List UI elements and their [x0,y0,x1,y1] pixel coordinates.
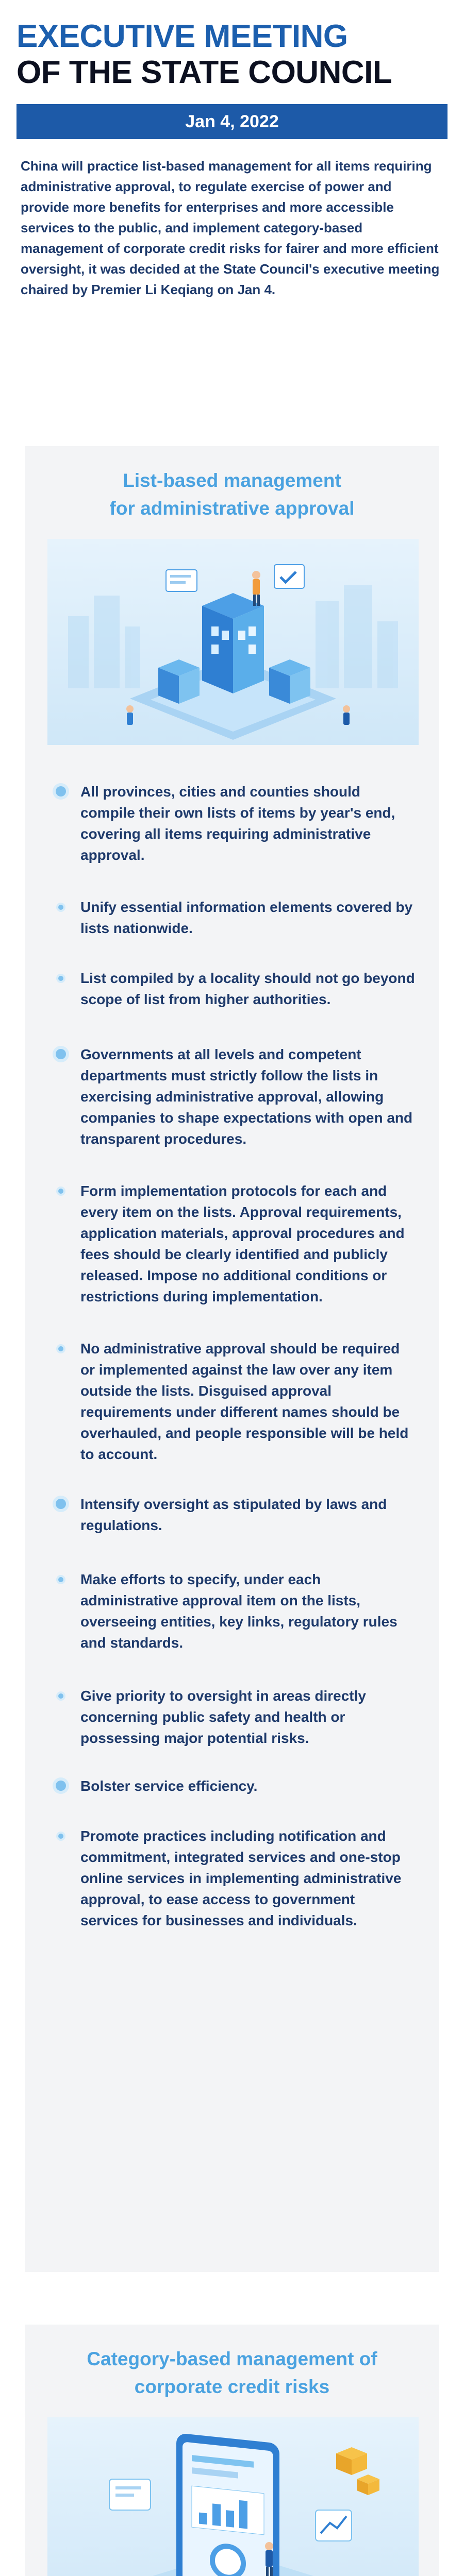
list-item [47,1775,417,1797]
bullet-dot-icon [58,1189,63,1194]
list-item-text: No administrative approval should be required or implemented against the law over any item outside the lists. Disguised approval requirements under different names should be overhauled, and people responsible will be held to account. [80,1341,409,1462]
list-item-text: Promote practices including notification and commitment, integrated services and one-stop online services in implementing administrative approval, to ease access to government services for businesses and individuals. [80,1828,402,1928]
intro-paragraph: China will practice list-based management for all items requiring administrative approval, to regulate exercise of power and provide more benefits for enterprises and more accessible services to the public, and implement category-based management of corporate credit risks for fairer and more efficient oversight, it was decided at the State Council's executive meeting chaired by Premier Li Keqiang on Jan 4. [21,158,440,297]
list-item-text: Unify essential information elements covered by lists nationwide. [80,899,413,936]
phone-analytics-illustration-graphic [47,2417,419,2576]
list-item-text: Give priority to oversight in areas directly concerning public safety and health or possessing major potential risks. [80,1688,366,1746]
list-item [47,1569,417,1653]
section-title [47,2345,417,2401]
bullet-dot-icon [56,1499,66,1509]
bullet-dot-icon [58,905,63,910]
list-item-text: All provinces, cities and counties should compile their own lists of items by year's end, covering all items requiring administrative approval. [80,784,395,863]
approval-measures-list [47,781,417,1931]
list-item-text: Make efforts to specify, under each administrative approval item on the lists, overseeing entities, key links, regulatory rules and standards. [80,1571,397,1651]
list-item [47,968,417,1010]
bullet-dot-icon [58,1346,63,1351]
section-title-line-2: for administrative approval [109,498,355,519]
section-credit-risk-management [25,2325,439,2576]
list-item-text: Intensify oversight as stipulated by laws and regulations. [80,1496,387,1533]
date-banner: Jan 4, 2022 [16,104,448,139]
bullet-dot-icon [56,786,66,796]
list-item [47,781,417,866]
list-item-text: Bolster service efficiency. [80,1778,258,1794]
section-list-based-management [25,446,439,2272]
phone-data-illustration [47,2417,419,2576]
bullet-dot-icon [56,1781,66,1791]
bullet-dot-icon [58,1693,63,1699]
list-item [47,1685,417,1749]
list-item [47,896,417,939]
bullet-dot-icon [56,1049,66,1059]
section-title-line-2: corporate credit risks [134,2376,330,2397]
title-line-1: EXECUTIVE MEETING [16,19,348,54]
section-title-line-1: Category-based management of [87,2348,377,2369]
list-item-text: List compiled by a locality should not go beyond scope of list from higher authorities. [80,970,415,1007]
header [0,0,464,300]
bullet-dot-icon [58,976,63,981]
section-title [47,467,417,522]
isometric-city-illustration [47,539,419,745]
city-approval-illustration-graphic [47,539,419,745]
list-item [47,1494,417,1536]
bullet-dot-icon [58,1577,63,1582]
list-item-text: Governments at all levels and competent departments must strictly follow the lists in exercising administrative approval, allowing companies to shape expectations with open and transparent procedures. [80,1046,413,1147]
title-line-2: OF THE STATE COUNCIL [16,55,392,90]
list-item [47,1338,417,1465]
list-item [47,1825,417,1931]
bullet-dot-icon [58,1834,63,1839]
list-item [47,1044,417,1149]
section-title-line-1: List-based management [123,470,341,491]
list-item-text: Form implementation protocols for each and every item on the lists. Approval requirements, application materials, approval procedures and fees should be clearly identified and publicly released. Impose no additional conditions or restrictions during implementation. [80,1183,405,1304]
list-item [47,1180,417,1307]
